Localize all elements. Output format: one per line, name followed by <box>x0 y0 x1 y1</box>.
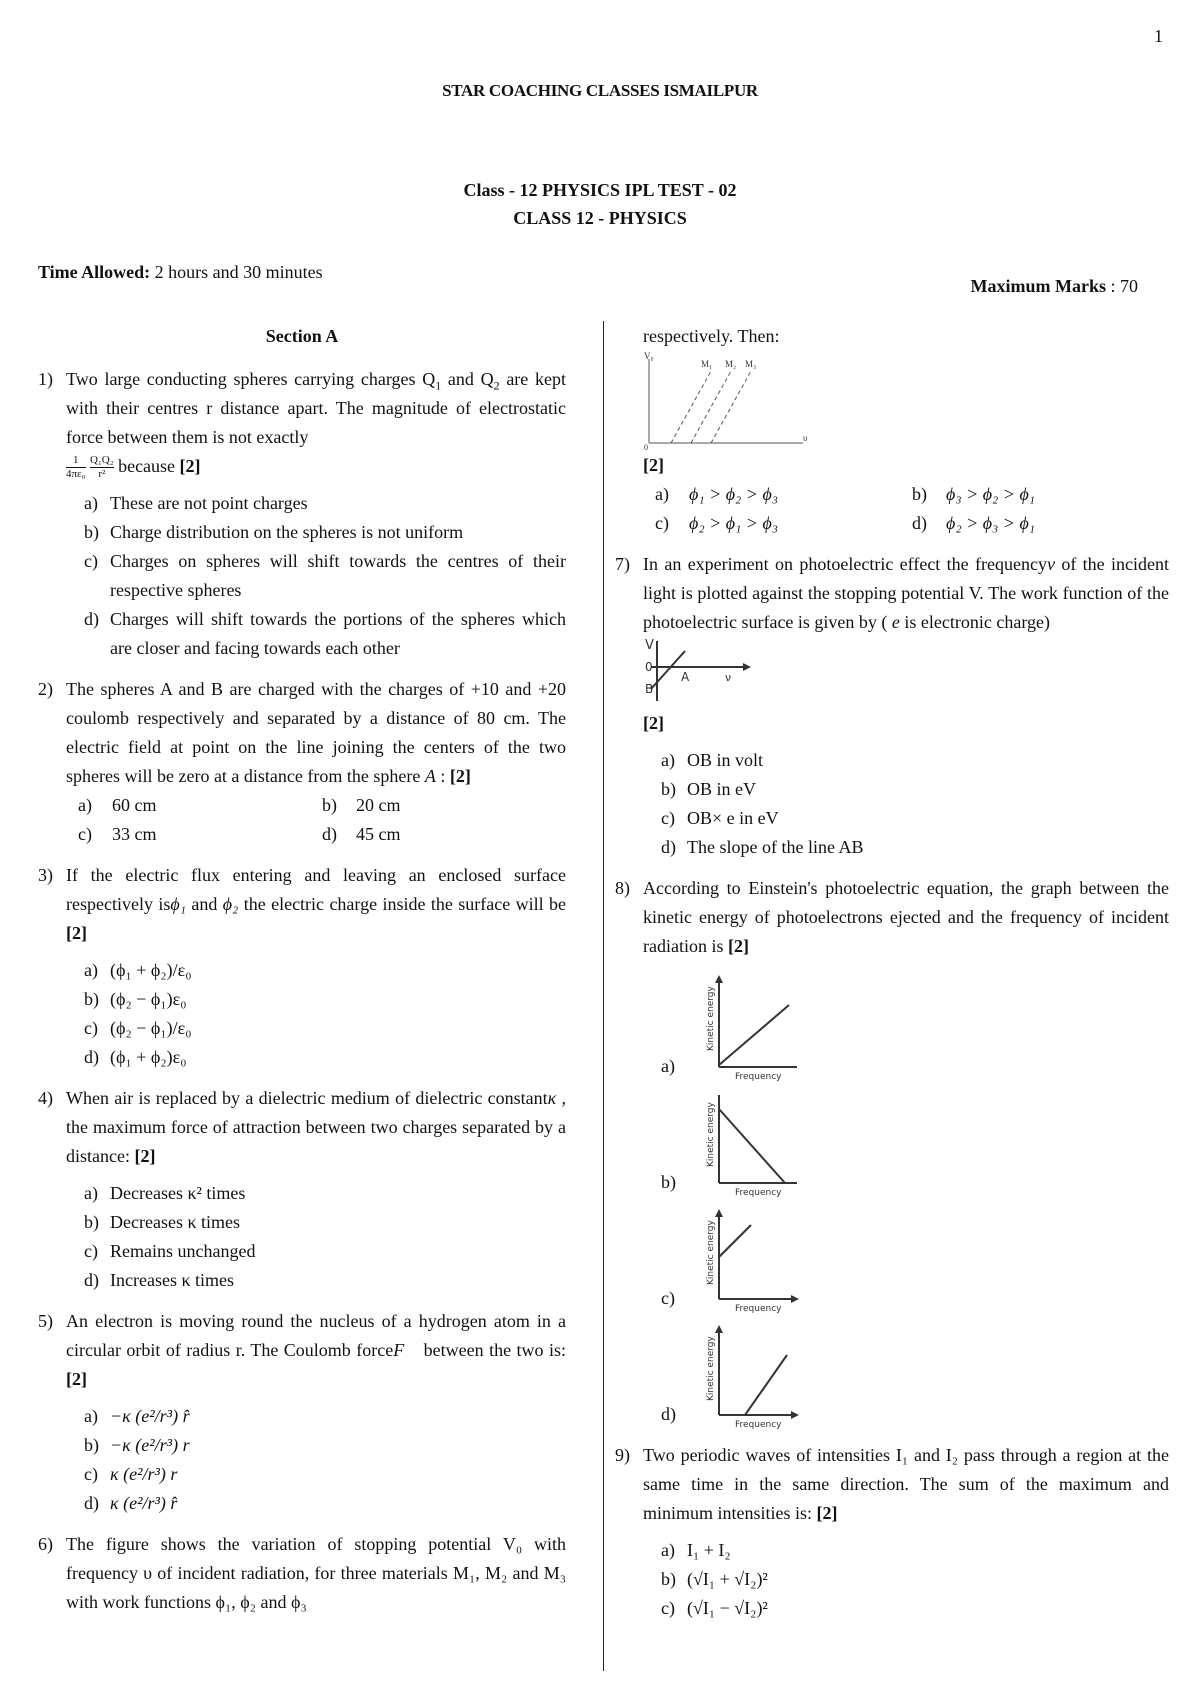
question-text: If the electric flux entering and leaving an enclosed surface respectively isϕ₁ and ϕ₂ the electric charge inside the surface will be <box>66 865 566 915</box>
question-number: 3) <box>38 865 53 886</box>
question-number: 8) <box>615 878 630 898</box>
time-allowed <box>38 258 358 287</box>
origin-label: 0 <box>644 443 648 451</box>
option[interactable]: b) ϕ₃ > ϕ₂ > ϕ₁ <box>912 484 1036 504</box>
marks-badge: [2] <box>816 1503 838 1523</box>
marks-badge: [2] <box>449 766 471 787</box>
option[interactable]: a) Kinetic energy Frequency <box>661 971 1169 1081</box>
o-label: 0 <box>645 660 653 674</box>
max-label: Maximum Marks <box>970 276 1106 296</box>
option[interactable]: b) OB in eV <box>661 779 756 799</box>
class-title: CLASS 12 - PHYSICS <box>513 208 687 228</box>
question-text: The spheres A and B are charged with the charges of +10 and +20 coulomb respectively and separated by a distance of 80 cm. The electric field at point on the line joining the centers of the two spheres will be zero at a distance from the sphere A : <box>66 679 566 787</box>
option[interactable]: d) Kinetic energy Frequency <box>661 1319 1169 1429</box>
option[interactable]: c) Kinetic energy Frequency <box>661 1203 1169 1313</box>
line-m1 <box>671 371 711 443</box>
option[interactable]: b) Charge distribution on the spheres is not uniform <box>84 522 464 543</box>
option[interactable]: d) 45 cm <box>322 824 401 845</box>
option[interactable]: d) The slope of the line AB <box>661 837 864 857</box>
question-number: 7) <box>615 554 630 574</box>
question-7 <box>615 550 1169 862</box>
arrow-icon <box>743 663 751 671</box>
options-grid <box>78 791 566 849</box>
option[interactable]: c) κ (e²/r³) r⃗ <box>84 1464 192 1485</box>
option[interactable]: b) (√I₁ + √I₂)² <box>661 1569 768 1589</box>
y-label: V₀ <box>644 351 654 361</box>
question-number: 4) <box>38 1088 53 1109</box>
b-label: B <box>645 682 654 696</box>
option[interactable]: c) Remains unchanged <box>84 1241 256 1262</box>
question-number: 9) <box>615 1445 630 1465</box>
question-number: 1) <box>38 369 53 389</box>
option[interactable]: c) OB× e in eV <box>661 808 779 828</box>
svg-text:Frequency: Frequency <box>735 1072 782 1081</box>
photoelectric-graph <box>643 637 753 705</box>
marks-badge: [2] <box>643 455 664 475</box>
question-1 <box>38 365 566 663</box>
options-list <box>661 746 1169 862</box>
option[interactable]: b) −κ (e²/r³) r⃗ <box>84 1435 204 1456</box>
options-list <box>84 956 566 1072</box>
question-text: Two periodic waves of intensities I₁ and I₂ pass through a region at the same time in the same direction. The sum of the maximum and minimum intensities is: <box>643 1445 1169 1523</box>
option[interactable]: d) Charges will shift towards the portions of the spheres which are closer and facing towards each other <box>84 609 566 659</box>
column-divider <box>603 321 604 1671</box>
marks-badge: [2] <box>134 1146 156 1167</box>
svg-text:Kinetic energy: Kinetic energy <box>706 1102 716 1167</box>
option[interactable]: d) (ϕ₁ + ϕ₂)ε₀ <box>84 1047 187 1068</box>
graph-option-d <box>701 1323 801 1429</box>
option[interactable]: c) 33 cm <box>78 824 157 845</box>
question-text: respectively. Then: <box>643 326 780 346</box>
maximum-marks <box>971 272 1139 301</box>
option[interactable]: c) (ϕ₂ − ϕ₁)/ε₀ <box>84 1018 192 1039</box>
question-text: An electron is moving round the nucleus of a hydrogen atom in a circular orbit of radius r. The Coulomb forceF⃗ between the two is: <box>66 1311 567 1361</box>
option[interactable]: a) 60 cm <box>78 795 157 816</box>
fraction: $\frac{1}{\text{4πε₀}}$ <box>66 454 86 481</box>
question-2 <box>38 675 566 849</box>
question-9 <box>615 1441 1169 1623</box>
question-5 <box>38 1307 566 1518</box>
options-list <box>84 489 566 663</box>
option[interactable]: b) (ϕ₂ − ϕ₁)ε₀ <box>84 989 187 1010</box>
option[interactable]: a) I₁ + I₂ <box>661 1540 731 1560</box>
question-8 <box>615 874 1169 1429</box>
option[interactable]: d) Increases κ times <box>84 1270 235 1291</box>
v-label: V <box>645 638 654 653</box>
line-m2 <box>691 371 731 443</box>
question-number: 2) <box>38 679 53 700</box>
option[interactable]: a) −κ (e²/r³) r̂ <box>84 1406 190 1427</box>
svg-text:Kinetic energy: Kinetic energy <box>706 1220 716 1285</box>
question-number: 5) <box>38 1311 53 1332</box>
x-label: υ <box>803 433 808 443</box>
m3-label: M₃ <box>745 359 757 369</box>
svg-text:Kinetic energy: Kinetic energy <box>706 986 716 1051</box>
right-column <box>615 322 1169 1635</box>
institute-name: STAR COACHING CLASSES ISMAILPUR <box>442 81 758 100</box>
fraction: $\frac{\text{Q₁Q₂}}{\text{r²}}$ <box>90 454 114 481</box>
nu-label: ν <box>725 671 732 684</box>
option[interactable]: a) (ϕ₁ + ϕ₂)/ε₀ <box>84 960 192 981</box>
svg-text:Frequency: Frequency <box>735 1420 782 1429</box>
marks-badge: [2] <box>179 456 201 476</box>
option[interactable]: a) These are not point charges <box>84 493 308 514</box>
options-list <box>84 1402 566 1518</box>
svg-text:Frequency: Frequency <box>735 1304 782 1313</box>
option[interactable]: b) Kinetic energy Frequency <box>661 1087 1169 1197</box>
graph-option-c <box>701 1207 801 1313</box>
question-text: According to Einstein's photoelectric equation, the graph between the kinetic energy of photoelectrons ejected and the frequency of incident radiation is <box>643 878 1169 956</box>
marks-badge: [2] <box>727 936 749 956</box>
question-text: When air is replaced by a dielectric medium of dielectric constantκ , the maximum force of attraction between two charges separated by a distance: <box>66 1088 566 1167</box>
max-value: : 70 <box>1110 276 1138 296</box>
option[interactable]: d) κ (e²/r³) r̂ <box>84 1493 178 1514</box>
question-text: The figure shows the variation of stopping potential V₀ with frequency υ of incident radiation, for three materials M₁, M₂ and M₃ with work functions ϕ₁, ϕ₂ and ϕ₃ <box>66 1534 566 1613</box>
question-4 <box>38 1084 566 1295</box>
option[interactable]: b) Decreases κ times <box>84 1212 241 1233</box>
option[interactable]: a) Decreases κ² times <box>84 1183 246 1204</box>
option[interactable]: c) Charges on spheres will shift towards the centres of their respective spheres <box>84 551 566 601</box>
line-m3 <box>711 371 751 443</box>
question-text: In an experiment on photoelectric effect the frequencyν of the incident light is plotted against the stopping potential V. The work function of the photoelectric surface is given by ( e is electronic charge) <box>643 554 1169 632</box>
option[interactable]: c) (√I₁ − √I₂)² <box>661 1598 768 1618</box>
m1-label: M₁ <box>701 359 713 369</box>
marks-badge: [2] <box>643 713 664 733</box>
question-number: 6) <box>38 1534 53 1555</box>
test-title: Class - 12 PHYSICS IPL TEST - 02 <box>463 180 737 200</box>
graph-option-b <box>701 1091 801 1197</box>
marks-badge: [2] <box>66 1369 87 1390</box>
left-column <box>38 322 566 1629</box>
option[interactable]: a) ϕ₁ > ϕ₂ > ϕ₃ <box>655 484 779 504</box>
time-label: Time Allowed: <box>38 262 151 282</box>
time-value: 2 hours and 30 minutes <box>154 262 323 282</box>
question-3 <box>38 861 566 1072</box>
stopping-potential-graph <box>643 351 813 451</box>
marks-badge: [2] <box>66 923 87 944</box>
option[interactable]: c) ϕ₂ > ϕ₁ > ϕ₃ <box>655 513 779 533</box>
option[interactable]: b) 20 cm <box>322 795 401 816</box>
question-6 <box>38 1530 566 1617</box>
m2-label: M₂ <box>725 359 737 369</box>
options-list <box>661 1536 1169 1623</box>
a-label: A <box>681 670 690 684</box>
options-list <box>84 1179 566 1295</box>
section-heading: Section A <box>265 326 339 346</box>
graph-option-a <box>701 975 801 1081</box>
question-6-continued <box>643 322 1169 538</box>
option[interactable]: a) OB in volt <box>661 750 764 770</box>
options-grid <box>655 480 1169 538</box>
page-number: 1 <box>1154 26 1163 46</box>
question-text: Two large conducting spheres carrying charges $Q_1$ and $Q_2$ are kept with their centres r distance apart. The magnitude of electrostatic force between them is not exactly $\frac{1}{\text{4πε₀}}$ $\frac{\text{Q₁Q₂}}{\text{r²}}$ because <box>66 369 566 481</box>
option[interactable]: d) ϕ₂ > ϕ₃ > ϕ₁ <box>912 513 1036 533</box>
svg-text:Kinetic energy: Kinetic energy <box>706 1336 716 1401</box>
svg-text:Frequency: Frequency <box>735 1188 782 1197</box>
